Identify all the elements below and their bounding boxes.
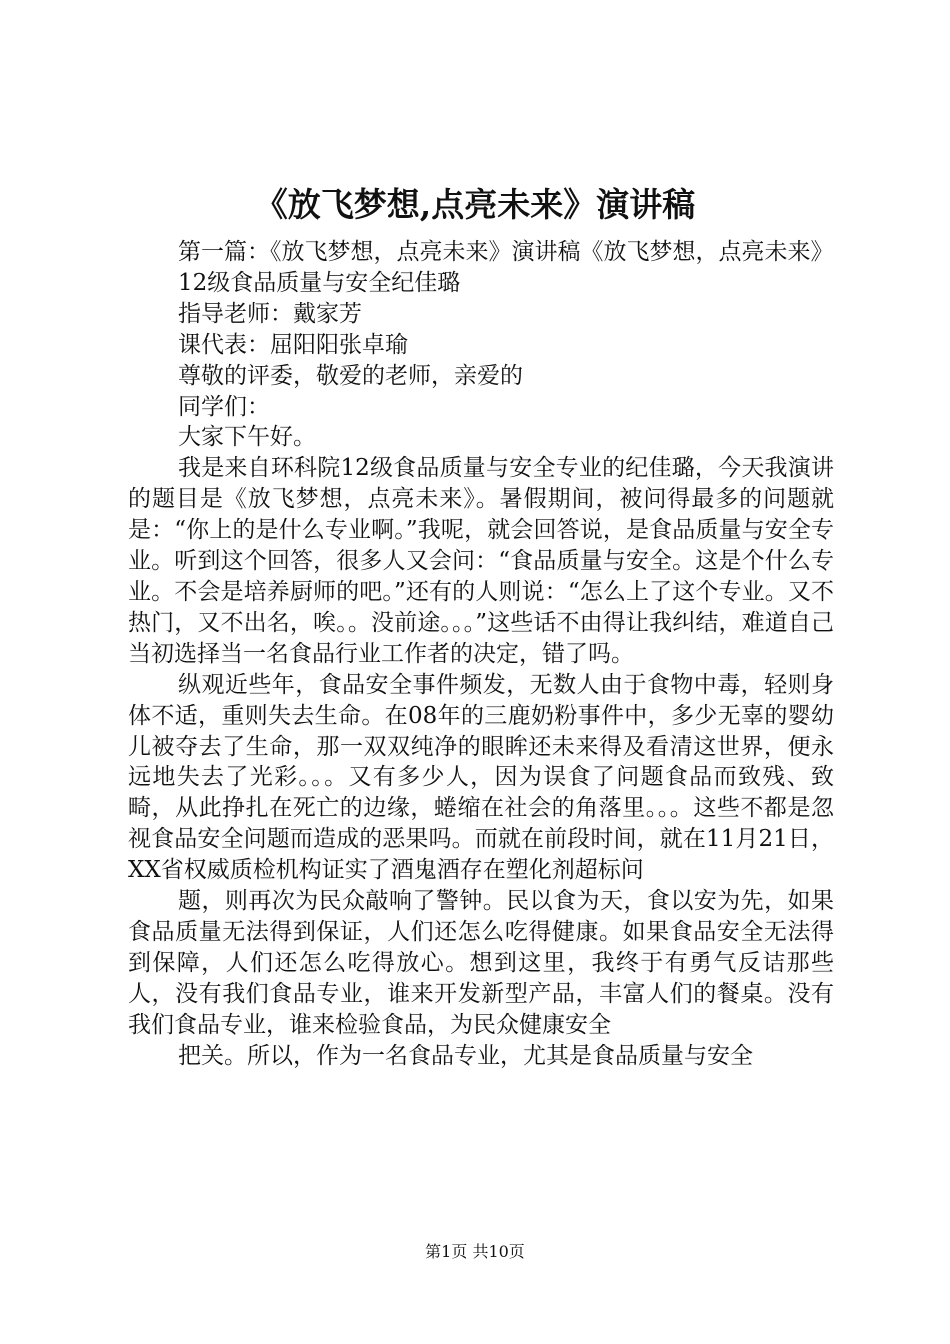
paragraph: 指导老师：戴家芳: [178, 300, 362, 327]
paragraph: 纵观近些年，食品安全事件频发，无数人由于食物中毒，轻则身体不适，重则失去生命。在08年的三鹿奶粉事件中，多少无辜的婴幼儿被夺去了生命，那一双双纯净的眼眸还未来得及看清这世界，便永远地失去了光彩。。。又有多少人，因为误食了问题食品而致残、致畸，从此挣扎在死亡的边缘，蜷缩在社会的角落里。。。这些不都是忽视食品安全问题而造成的恶果吗。而就在前段时间，就在11月21日，XX省权威质检机构证实了酒鬼酒存在塑化剂超标问: [128, 671, 834, 884]
paragraph: 大家下午好。: [178, 424, 316, 451]
page-footer: 第1页 共10页: [425, 1242, 525, 1261]
paragraph: 题，则再次为民众敲响了警钟。民以食为天，食以安为先，如果食品质量无法得到保证，人们还怎么吃得健康。如果食品安全无法得到保障，人们还怎么吃得放心。想到这里，我终于有勇气反诘那些人，没有我们食品专业，谁来开发新型产品，丰富人们的餐桌。没有我们食品专业，谁来检验食品，为民众健康安全: [128, 888, 834, 1038]
paragraph: 尊敬的评委，敬爱的老师，亲爱的: [178, 362, 523, 389]
paragraph: 第一篇：《放飞梦想，点亮未来》演讲稿《放飞梦想，点亮未来》: [178, 239, 834, 265]
paragraph: 把关。所以，作为一名食品专业，尤其是食品质量与安全: [178, 1042, 753, 1069]
document-title: 《放飞梦想,点亮未来》演讲稿: [254, 185, 696, 224]
paragraph: 12级食品质量与安全纪佳璐: [178, 269, 461, 296]
paragraph: 同学们：: [178, 393, 270, 420]
paragraph: 我是来自环科院12级食品质量与安全专业的纪佳璐，今天我演讲的题目是《放飞梦想，点亮未来》。暑假期间，被问得最多的问题就是：“你上的是什么专业啊。”我呢，就会回答说，是食品质量与安全专业。听到这个回答，很多人又会问：“食品质量与安全。这是个什么专业。不会是培养厨师的吧。”还有的人则说：“怎么上了这个专业。又不热门，又不出名，唉。。没前途。。。”这些话不由得让我纠结，难道自己当初选择当一名食品行业工作者的决定，错了吗。: [128, 455, 834, 667]
document-body: [128, 237, 834, 1071]
paragraph: 课代表：屈阳阳张卓瑜: [178, 331, 408, 358]
